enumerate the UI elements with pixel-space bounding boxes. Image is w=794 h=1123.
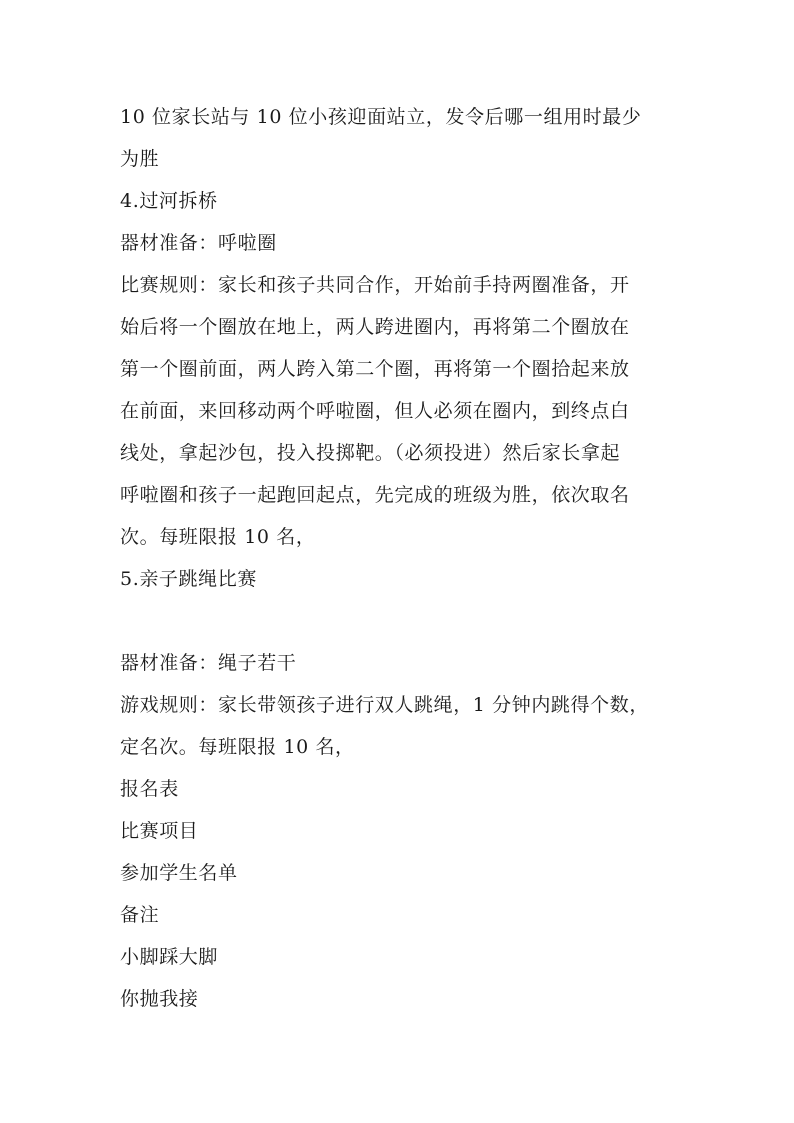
text-line-relay-rule: 10 位家长站与 10 位小孩迎面站立，发令后哪一组用时最少 — [120, 106, 642, 128]
text-line-rules-1: 比赛规则：家长和孩子共同合作，开始前手持两圈准备，开 — [120, 274, 630, 296]
text-line-rules-5: 线处，拿起沙包，投入投掷靶。（必须投进）然后家长拿起 — [120, 442, 621, 464]
text-line-game-rules-1: 游戏规则：家长带领孩子进行双人跳绳，1 分钟内跳得个数， — [120, 694, 649, 716]
blank-line — [120, 600, 700, 642]
document-body — [120, 96, 700, 1020]
text-line-equipment-hoop: 器材准备：呼啦圈 — [120, 232, 277, 254]
form-field-student-list: 参加学生名单 — [120, 862, 238, 884]
text-line-rules-7: 次。每班限报 10 名， — [120, 526, 316, 548]
text-line-rules-4: 在前面，来回移动两个呼啦圈，但人必须在圈内，到终点白 — [120, 400, 630, 422]
section-heading-jump-rope: 5.亲子跳绳比赛 — [120, 568, 257, 590]
form-field-remarks: 备注 — [120, 904, 160, 926]
event-item-small-feet: 小脚踩大脚 — [120, 946, 219, 968]
text-line-rules-6: 呼啦圈和孩子一起跑回起点，先完成的班级为胜，依次取名 — [120, 484, 630, 506]
section-heading-river-bridge: 4.过河拆桥 — [120, 190, 218, 212]
text-line-rules-3: 第一个圈前面，两人跨入第二个圈，再将第一个圈拾起来放 — [120, 358, 630, 380]
text-line-rules-2: 始后将一个圈放在地上，两人跨进圈内，再将第二个圈放在 — [120, 316, 630, 338]
text-line-equipment-rope: 器材准备：绳子若干 — [120, 652, 297, 674]
event-item-throw-catch: 你抛我接 — [120, 988, 199, 1010]
form-field-event: 比赛项目 — [120, 820, 199, 842]
text-line-relay-rule-cont: 为胜 — [120, 148, 160, 170]
text-line-game-rules-2: 定名次。每班限报 10 名， — [120, 736, 355, 758]
registration-form-title: 报名表 — [120, 778, 179, 800]
